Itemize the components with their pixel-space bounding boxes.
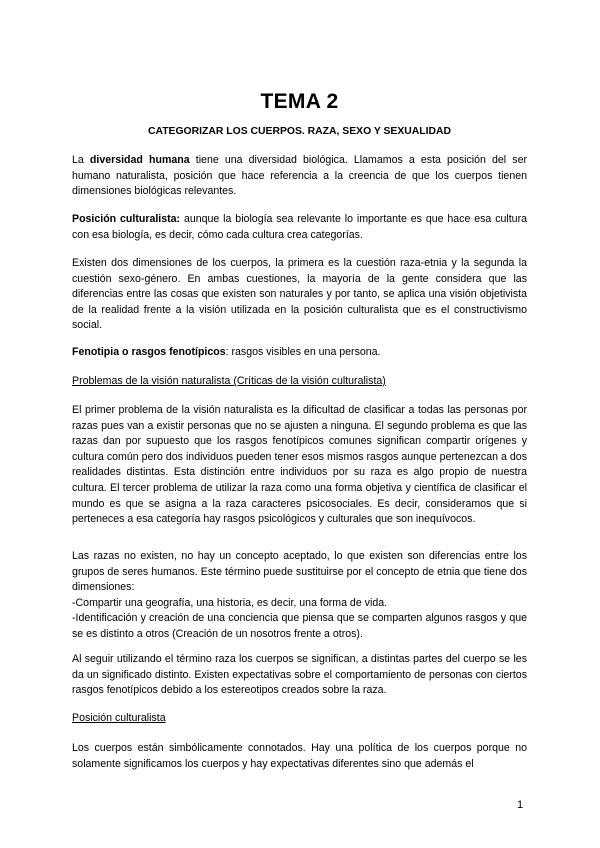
page-subtitle: CATEGORIZAR LOS CUERPOS. RAZA, SEXO Y SEXUALIDAD — [147, 126, 452, 137]
paragraph-fenotipia: Fenotipia o rasgos fenotípicos: rasgos visibles en una persona. — [72, 346, 381, 358]
paragraph-dimensiones: Existen dos dimensiones de los cuerpos, la primera es la cuestión raza-etnia y la segunda la cuestión sexo-género. En ambas cuestiones, la mayoría de la gente considera que las diferencias entre las cosas que existen son naturales y por tanto, se aplica una visión objetivista de la realidad frente a la visión utilizada en la posición culturalista que es el constructivismo social. — [72, 257, 527, 332]
section-heading-problemas: Problemas de la visión naturalista (Críticas de la visión culturalista) — [72, 375, 386, 387]
list-item-geografia: -Compartir una geografía, una historia, es decir, una forma de vida. — [72, 596, 388, 609]
paragraph-raza-significado: Al seguir utilizando el término raza los cuerpos se significan, a distintas partes del cuerpo se les da un significado distinto. Existen expectativas sobre el comportamiento de personas con ciertos rasgos fenotípicos debido a los estereotipos creados sobre la raza. — [72, 653, 527, 697]
paragraph-posicion-culturalista: Posición culturalista: aunque la biología sea relevante lo importante es que hace esa cultura con esa biología, es decir, cómo cada cultura crea categorías. — [72, 213, 527, 241]
paragraph-razas: Las razas no existen, no hay un concepto aceptado, lo que existen son diferencias entre los grupos de seres humanos. Este término puede sustituirse por el concepto de etnia que tiene dos dimensiones: -Compartir una geografía, una historia, es decir, una forma de vida. -Identificación y creación de una conciencia que piensa que se comparten algunos rasgos y que se es distinto a otros (Creación de un nosotros frente a otros). — [72, 549, 527, 643]
term-fenotipia: Fenotipia o rasgos fenotípicos — [72, 346, 226, 358]
page-number: 1 — [517, 799, 524, 811]
paragraph-cuerpos-connotados: Los cuerpos están simbólicamente connotados. Hay una política de los cuerpos porque no solamente significamos los cuerpos y hay expectativas diferentes sino que además el — [72, 742, 527, 770]
page-title: TEMA 2 — [260, 90, 339, 113]
term-diversidad-humana: diversidad humana — [89, 154, 190, 166]
paragraph-diversidad: La diversidad humana tiene una diversidad biológica. Llamamos a esta posición del ser humano naturalista, posición que hace referencia a la creencia de que los cuerpos tienen dimensiones biológicas relevantes. — [72, 154, 527, 198]
list-item-identificacion: -Identificación y creación de una conciencia que piensa que se comparten algunos rasgos y que se es distinto a otros (Creación de un nosotros frente a otros). — [72, 612, 527, 640]
paragraph-problemas: El primer problema de la visión naturalista es la dificultad de clasificar a todas las personas por razas pues van a existir personas que no se ajusten a ninguna. El segundo problema es que las razas dan por supuesto que los rasgos fenotípicos comunes significan compartir orígenes y cultura común pero dos individuos pueden tener esos mismos rasgos aunque pertenezcan a dos realidades distintas. Esta distinción entre individuos por su raza es algo propio de nuestra cultura. El tercer problema de utilizar la raza como una forma objetiva y científica de clasificar el mundo es que se asigna a la raza caracteres psicosociales. Es decir, consideramos que si perteneces a esa categoría hay rasgos psicológicos y culturales que son inequívocos. — [72, 404, 527, 526]
section-heading-culturalista: Posición culturalista — [72, 712, 166, 724]
term-posicion-culturalista: Posición culturalista: — [72, 213, 181, 225]
